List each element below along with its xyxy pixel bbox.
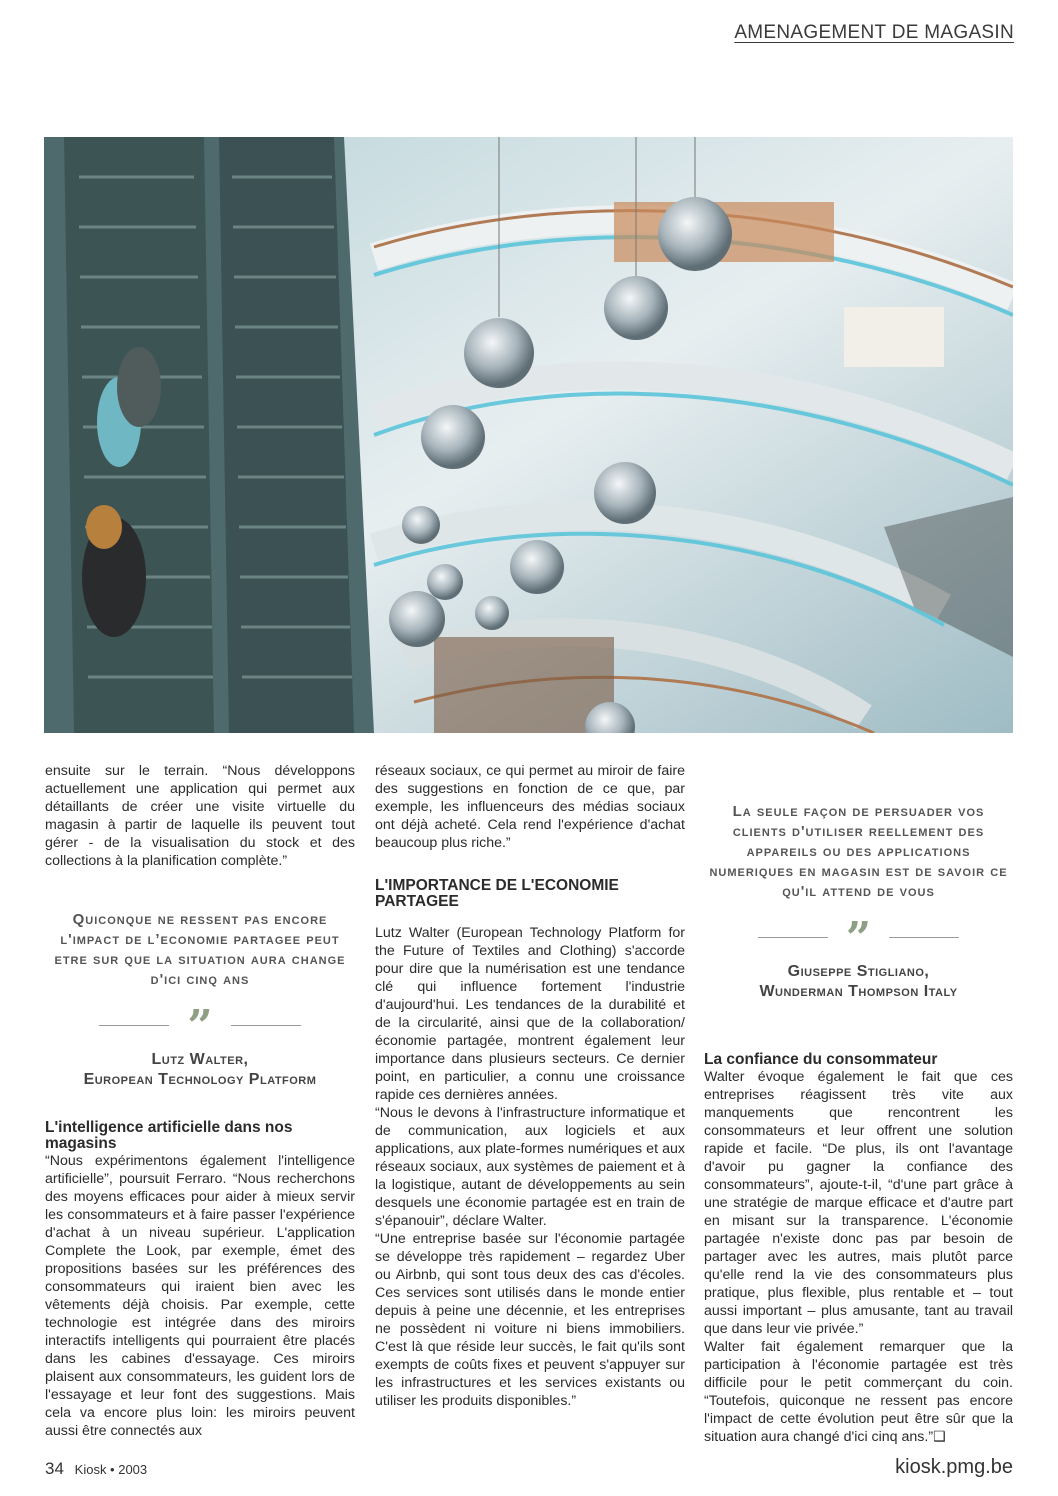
subheading: L'IMPORTANCE DE L'ECONOMIE PARTAGEE <box>375 877 619 910</box>
paragraph: ensuite sur le terrain. “Nous développons actuellement une application qui permet aux détaillants de créer une visite virtuelle du magasin à partir de laquelle ils peuvent tout gérer - de la visualisation du stock et des collections à la planification complète.” <box>45 763 355 869</box>
quote-divider <box>704 913 1013 964</box>
page-number: 34 <box>45 1459 64 1478</box>
section-label: AMENAGEMENT DE MAGASIN <box>734 22 1014 43</box>
quote-attribution-name: Giuseppe Stigliano, <box>787 963 930 980</box>
column-1 <box>45 762 355 1440</box>
divider-line <box>99 1025 169 1026</box>
column-3 <box>704 762 1013 1446</box>
paragraph: “Nous expérimentons également l'intelligence artificielle”, poursuit Ferraro. “Nous recherchons des moyens efficaces pour aider à mieux servir les consommateurs et à faire passer l'expérience d'achat à un niveau supérieur. L'application Complete the Look, par exemple, émet des propositions basées sur les préférences des consommateurs qui iraient bien avec les vêtements déjà choisis. Par exemple, cette technologie est intégrée dans des miroirs interactifs intelligents qui pourraient être placés dans les cabines d'essayage. Ces miroirs plaisent aux consommateurs, les guident lors de l'essayage et leur font des suggestions. Mais cela va encore plus loin: les miroirs peuvent aussi être connectés aux <box>45 1153 355 1439</box>
subheading: La confiance du consommateur <box>704 1051 938 1068</box>
paragraph: Lutz Walter (European Technology Platform for the Future of Textiles and Clothing) s'accorde pour dire que la numérisation est une tendance clé qui influence fortement l'industrie d'aujourd'hui. Les tendances de la durabilité et de la circularité, ainsi que de la collaboration/économie partagée, montrent également leur importance dans plusieurs secteurs. Ce dernier point, en particulier, a connu une croissance rapide ces dernières années. <box>375 925 685 1103</box>
quote-attribution-org: European Technology Platform <box>83 1071 317 1088</box>
column-2 <box>375 762 685 1410</box>
paragraph: “Une entreprise basée sur l'économie partagée se développe très rapidement – regardez Uber ou Airbnb, qui sont tous deux des cas d'écoles. Ces services sont utilisés dans le monde entier depuis à peine une décennie, et les entreprises ne possèdent ni voiture ni biens immobiliers. C'est là que réside leur succès, le fait qu'ils sont exempts de coûts fixes et peuvent s'appuyer sur les infrastructures et les services existants ou utiliser les produits disponibles.” <box>375 1231 685 1409</box>
subheading: L'intelligence artificielle dans nos magasins <box>45 1119 293 1152</box>
quote-mark-icon: ” <box>187 1001 213 1052</box>
paragraph: “Nous le devons à l'infrastructure informatique et de communication, aux logiciels et aux applications, aux plate-formes numériques et aux réseaux sociaux, aux systèmes de paiement et à la logistique, autant de développements au sein desquels une économie partagée est en train de s'épanouir”, déclare Walter. <box>375 1105 685 1229</box>
pull-quote: La seule façon de persuader vos clients d'utiliser reellement des appareils ou des applications numeriques en magasin est de savoir ce qu'il attend de vous <box>709 803 1008 900</box>
divider-line <box>758 937 828 938</box>
divider-line <box>889 937 959 938</box>
footer-page-info <box>45 1459 147 1479</box>
end-mark-icon: ❑ <box>933 1429 946 1445</box>
divider-line <box>231 1025 301 1026</box>
footer-website[interactable]: kiosk.pmg.be <box>895 1456 1013 1478</box>
quote-mark-icon: ” <box>845 913 872 964</box>
quote-attribution-name: Lutz Walter, <box>151 1051 249 1068</box>
quote-attribution-org: Wunderman Thompson Italy <box>759 983 958 1000</box>
mall-photo-illustration <box>44 137 1013 733</box>
magazine-issue: Kiosk • 2003 <box>74 1462 148 1477</box>
paragraph-text: Walter fait également remarquer que la participation à l'économie partagée est très difficile pour le petit commerçant du coin. “Toutefois, quiconque ne ressent pas encore l'impact de cette évolution peut être sûr que la situation aura changé d'ici cinq ans.” <box>704 1339 1013 1445</box>
mall-photo <box>44 137 1013 733</box>
paragraph: Walter évoque également le fait que ces entreprises réagissent très vite aux manquements que rencontrent les consommateurs et leur offrent une solution rapide et facile. “De plus, ils ont l'avantage d'avoir pu gagner la confiance des consommateurs”, ajoute-t-il, “d'une part grâce à une stratégie de marque efficace et d'autre part en misant sur la transparence. L'économie partagée n'existe donc pas par besoin de partager avec les autres, mais plutôt parce qu'elle rend la vie des consommateurs plus pratique, plus flexible, plus rentable et – tout aussi important – plus amusante, tant au travail que dans leur vie privée.” <box>704 1069 1013 1337</box>
pull-quote: Quiconque ne ressent pas encore l'impact de l’economie partagee peut etre sur que la situation aura change d'ici cinq ans <box>54 911 346 988</box>
quote-divider <box>45 1001 355 1052</box>
paragraph <box>704 1338 1013 1446</box>
paragraph: réseaux sociaux, ce qui permet au miroir de faire des suggestions en fonction de ce que, par exemple, les influenceurs des médias sociaux ont déjà acheté. Cela rend l'expérience d'achat beaucoup plus riche.” <box>375 763 685 851</box>
